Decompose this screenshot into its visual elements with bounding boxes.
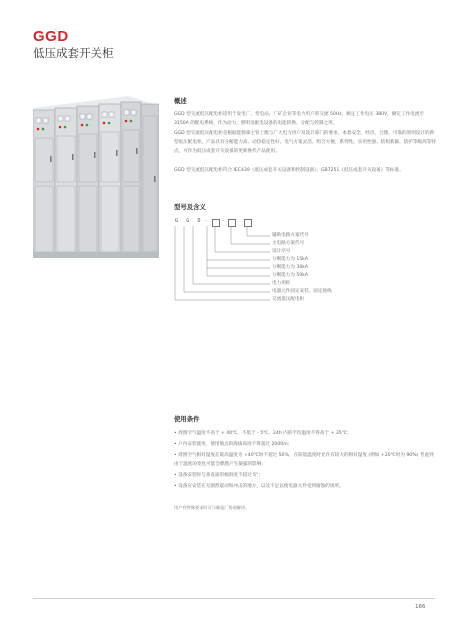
model-heading: 型号及含义 [174, 203, 206, 211]
model-desc-item: 电力用柜 [272, 281, 291, 286]
condition-text: 户内安装使用，使用地点的海拔高度不得超过 2000m； [178, 442, 293, 448]
overview-paragraph-2: GGD 型交流低压配电柜是根据能源部主管上级与广大电力用户及设计部门的要求，本着安全、经济、合理、可靠的原则设计的新型低压配电柜。产品具有分断能力高、动热稳定性好、电气方案灵活、组合方便、系列性、实用性强、结构新颖、防护等级高等特点，可作为低压成套开关设备的更新换代产品使用。 [174, 131, 436, 154]
condition-text: 设备安装时与垂直面的倾斜度不超过 5°； [178, 472, 263, 478]
conditions-heading: 使用条件 [174, 415, 200, 423]
condition-text: 设备应安装在无剧烈震动和冲击的地方，以及不足以使电器元件受到腐蚀的场所。 [178, 484, 344, 490]
model-code-dash-2: - [222, 218, 224, 224]
overview-paragraph-1: GGD 型交流低压配电柜适用于发电厂、变电站、厂矿企业等电力用户的交流 50Hz，额定工作电压 380V，额定工作电流至 3150A 的配电系统，作为动力、照明及配电设备的电能转换、分配与控制之用。 [174, 112, 424, 126]
product-code: GGD [33, 28, 69, 45]
cabinet-photo [33, 96, 159, 258]
list-item: • 周围空气温度不高于 + 40℃，不低于 - 5℃，24h 内的平均温度不得高于 + 35℃； [174, 431, 352, 436]
model-desc-item: 主电路方案代号 [272, 241, 305, 246]
model-desc-item: 分断能力为 30kA [272, 265, 309, 270]
condition-text: 周围空气温度不高于 + 40℃，不低于 - 5℃，24h 内的平均温度不得高于 + 35℃； [178, 431, 352, 436]
product-name: 低压成套开关柜 [33, 46, 114, 60]
model-leader-lines [170, 226, 280, 346]
model-desc-item: 交流低压配电柜 [272, 297, 305, 302]
conditions-note: 用户有特殊要求时可与制造厂协商解决。 [174, 505, 250, 510]
model-desc-item: 设计序号 [272, 249, 291, 254]
list-item: • 设备安装时与垂直面的倾斜度不超过 5°； [174, 472, 263, 478]
model-code-dash-1: - [205, 218, 207, 224]
model-desc-item: 分断能力为 15kA [272, 257, 309, 262]
model-code-letters: G G D [175, 218, 204, 224]
model-desc-item: 分断能力为 50kA [272, 273, 309, 278]
list-item: • 户内安装使用，使用地点的海拔高度不得超过 2000m； [174, 442, 293, 448]
overview-paragraph-3: GGD 型交流低压配电柜符合 IEC439《低压成套开关设备和控制设备》、GB7251《低压成套开关设备》等标准。 [174, 168, 404, 173]
model-desc-item: 辅助电路方案代号 [272, 233, 309, 238]
conditions-list [174, 430, 436, 494]
footer-divider [33, 598, 435, 599]
list-item: • 设备应安装在无剧烈震动和冲击的地方，以及不足以使电器元件受到腐蚀的场所。 [174, 484, 344, 490]
model-desc-item: 电器元件固定安装、固定接线 [272, 289, 332, 294]
list-item: • 周围空气相对湿度在最高温度为 +40℃时不超过 50%，在较低温度时允许有较大的相对湿度 (例如 +20℃时为 90%) 考虑到由于温度的变化可能会偶然产生凝露的影响； [174, 453, 434, 467]
overview-heading: 概述 [174, 97, 187, 105]
condition-text: 周围空气相对湿度在最高温度为 +40℃时不超过 50%，在较低温度时允许有较大的相对湿度 (例如 +20℃时为 90%) 考虑到由于温度的变化可能会偶然产生凝露的影响； [174, 453, 434, 467]
page-number: 166 [415, 604, 426, 610]
